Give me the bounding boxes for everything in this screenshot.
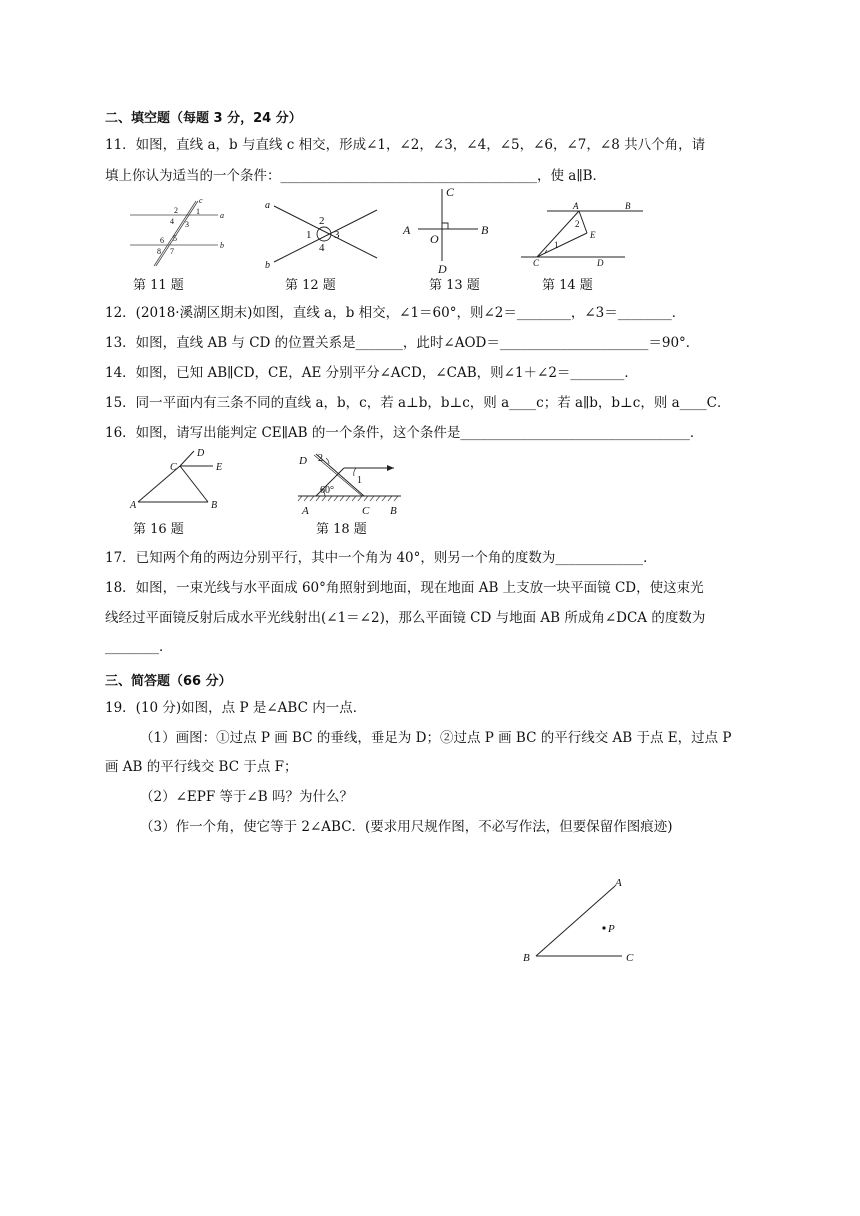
label-A: A	[302, 505, 309, 517]
question-19-part-3: （3）作一个角，使它等于 2∠ABC．(要求用尺规作图，不必写作法，但要保留作图痕迹)	[140, 819, 673, 835]
question-19-part-1-line-2: 画 AB 的平行线交 BC 于点 F；	[105, 759, 298, 775]
question-12: 12．(2018·溪湖区期末)如图，直线 a，b 相交，∠1＝60°，则∠2＝________，∠3＝________．	[105, 305, 686, 321]
angle-1-label: 1	[554, 240, 559, 250]
figure-14	[517, 200, 647, 270]
label-C: C	[533, 258, 540, 268]
label-a: a	[265, 200, 270, 211]
angle-2-label: 2	[319, 215, 325, 227]
label-E: E	[590, 230, 596, 240]
label-B: B	[481, 223, 489, 237]
angle-3-label: 3	[334, 229, 340, 241]
label-P: P	[608, 923, 615, 935]
label-C: C	[446, 185, 455, 199]
figure-16	[128, 446, 238, 516]
label-A: A	[615, 877, 622, 889]
angle-2-label: 2	[575, 219, 580, 229]
angle-8-label: 8	[157, 247, 161, 256]
angle-2-label: 2	[174, 206, 178, 215]
label-C: C	[170, 462, 177, 473]
caption-figure-16: 第 16 题	[133, 522, 184, 537]
angle-1-label: 1	[357, 475, 362, 486]
question-18-line-3: ________．	[105, 639, 173, 655]
figure-12	[262, 196, 382, 271]
label-A: A	[403, 223, 411, 237]
question-19-part-1-line-1: （1）画图：①过点 P 画 BC 的垂线，垂足为 D；②过点 P 画 BC 的平行线交 AB 于点 E，过点 P	[140, 730, 732, 746]
angle-6-label: 6	[160, 236, 164, 245]
figure-11	[130, 193, 225, 268]
caption-figure-13: 第 13 题	[429, 278, 480, 293]
question-14: 14．如图，已知 AB∥CD，CE，AE 分别平分∠ACD，∠CAB，则∠1＋∠2＝________．	[105, 365, 638, 381]
caption-figure-14: 第 14 题	[542, 278, 593, 293]
question-13: 13．如图，直线 AB 与 CD 的位置关系是_______，此时∠AOD＝______________________＝90°．	[105, 335, 700, 351]
angle-7-label: 7	[170, 247, 174, 256]
label-D: D	[438, 262, 447, 276]
label-D: D	[299, 455, 307, 467]
figure-19-angle-abc	[520, 872, 650, 972]
angle-5-label: 5	[173, 234, 177, 243]
question-18-line-1: 18．如图，一束光线与水平面成 60°角照射到地面，现在地面 AB 上支放一块平面镜 CD，使这束光	[105, 580, 704, 596]
label-A: A	[573, 201, 579, 211]
label-O: O	[430, 232, 439, 246]
angle-1-label: 1	[196, 207, 200, 216]
question-19-part-2: （2）∠EPF 等于∠B 吗？为什么？	[140, 789, 354, 805]
angle-4-label: 4	[170, 217, 174, 226]
caption-figure-18: 第 18 题	[316, 522, 367, 537]
label-B: B	[625, 201, 631, 211]
label-B: B	[211, 500, 218, 511]
label-D: D	[597, 258, 604, 268]
angle-2-label: 2	[318, 453, 323, 464]
angle-3-label: 3	[185, 220, 189, 229]
question-11-line-2: 填上你认为适当的一个条件：______________________________________，使 a∥B．	[105, 168, 606, 184]
label-E: E	[216, 462, 223, 473]
angle-4-label: 4	[319, 242, 325, 254]
label-C: C	[626, 952, 634, 964]
question-15: 15．同一平面内有三条不同的直线 a，b，c，若 a⊥b，b⊥c，则 a____c；若 a∥b，b⊥c，则 a____C．	[105, 395, 731, 411]
question-17: 17．已知两个角的两边分别平行，其中一个角为 40°，则另一个角的度数为_____________．	[105, 550, 657, 566]
label-b: b	[220, 241, 224, 250]
label-D: D	[197, 448, 205, 459]
angle-60-label: 60°	[320, 485, 334, 496]
label-B: B	[390, 505, 397, 517]
section-3-title: 三、简答题（66 分）	[105, 674, 232, 689]
question-16: 16．如图，请写出能判定 CE∥AB 的一个条件，这个条件是__________________________________．	[105, 425, 704, 441]
label-a: a	[220, 211, 224, 220]
label-B: B	[523, 952, 530, 964]
section-2-title: 二、填空题（每题 3 分，24 分）	[105, 111, 302, 126]
figure-18	[296, 446, 406, 518]
question-19-intro: 19．(10 分)如图，点 P 是∠ABC 内一点．	[105, 700, 367, 716]
caption-figure-11: 第 11 题	[133, 278, 184, 293]
label-c: c	[199, 196, 203, 205]
angle-1-label: 1	[306, 229, 312, 241]
label-b: b	[265, 260, 270, 271]
caption-figure-12: 第 12 题	[285, 278, 336, 293]
question-11-line-1: 11．如图，直线 a，b 与直线 c 相交，形成∠1，∠2，∠3，∠4，∠5，∠6，∠7，∠8 共八个角，请	[105, 137, 706, 153]
figure-13	[398, 185, 498, 275]
label-A: A	[130, 500, 137, 511]
question-18-line-2: 线经过平面镜反射后成水平光线射出(∠1＝∠2)，那么平面镜 CD 与地面 AB 所成角∠DCA 的度数为	[105, 610, 706, 626]
label-C: C	[362, 505, 370, 517]
